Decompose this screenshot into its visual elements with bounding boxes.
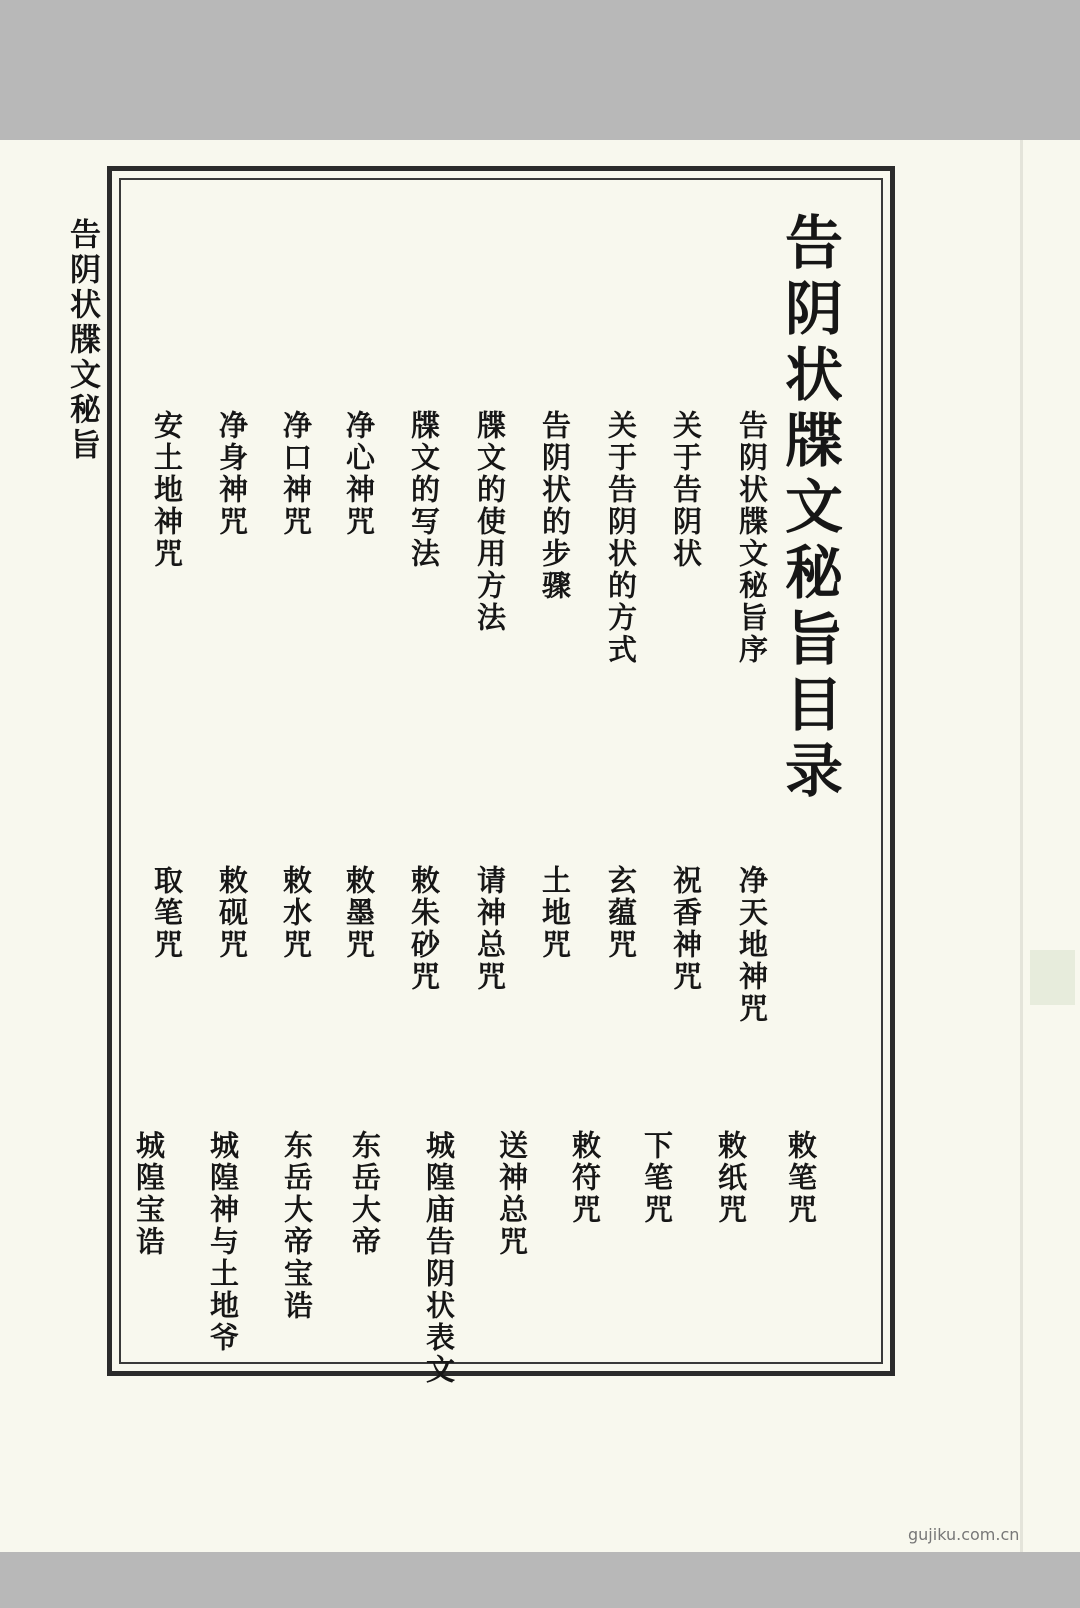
page-edge [1020,140,1023,1552]
toc-entry[interactable]: 牒文的写法 [407,410,441,570]
top-gray-margin [0,0,1080,140]
toc-entry[interactable]: 东岳大帝 [348,1130,382,1258]
toc-entry[interactable]: 东岳大帝宝诰 [280,1130,314,1322]
toc-entry[interactable]: 敕纸咒 [714,1130,748,1226]
toc-entry[interactable]: 净身神咒 [215,410,249,538]
toc-entry[interactable]: 敕笔咒 [784,1130,818,1226]
page-title: 告阴状牒文秘旨目录 [775,212,843,806]
toc-entry[interactable]: 关于告阴状的方式 [604,410,638,666]
toc-entry[interactable]: 敕符咒 [568,1130,602,1226]
toc-entry[interactable]: 净心神咒 [342,410,376,538]
toc-entry[interactable]: 敕墨咒 [342,865,376,961]
toc-entry[interactable]: 送神总咒 [495,1130,529,1258]
toc-entry[interactable]: 玄蕴咒 [604,865,638,961]
toc-entry[interactable]: 净天地神咒 [735,865,769,1025]
toc-entry[interactable]: 土地咒 [538,865,572,961]
toc-entry[interactable]: 告阴状的步骤 [538,410,572,602]
bottom-gray-margin [0,1552,1080,1608]
toc-entry[interactable]: 净口神咒 [279,410,313,538]
toc-entry[interactable]: 城隍庙告阴状表文 [422,1130,456,1386]
toc-entry[interactable]: 城隍神与土地爷 [206,1130,240,1354]
toc-entry[interactable]: 祝香神咒 [669,865,703,993]
toc-entry[interactable]: 敕砚咒 [215,865,249,961]
toc-entry[interactable]: 关于告阴状 [669,410,703,570]
page-edge-tab [1030,950,1075,1005]
toc-entry[interactable]: 下笔咒 [640,1130,674,1226]
toc-entry[interactable]: 敕朱砂咒 [407,865,441,993]
toc-entry[interactable]: 请神总咒 [473,865,507,993]
toc-entry[interactable]: 牒文的使用方法 [473,410,507,634]
toc-entry[interactable]: 取笔咒 [150,865,184,961]
toc-entry[interactable]: 敕水咒 [279,865,313,961]
toc-entry[interactable]: 安土地神咒 [150,410,184,570]
toc-entry[interactable]: 城隍宝诰 [132,1130,166,1258]
site-watermark: gujiku.com.cn [908,1525,1020,1544]
toc-entry[interactable]: 告阴状牒文秘旨序 [735,410,769,666]
side-book-title: 告阴状牒文秘旨 [64,218,100,463]
